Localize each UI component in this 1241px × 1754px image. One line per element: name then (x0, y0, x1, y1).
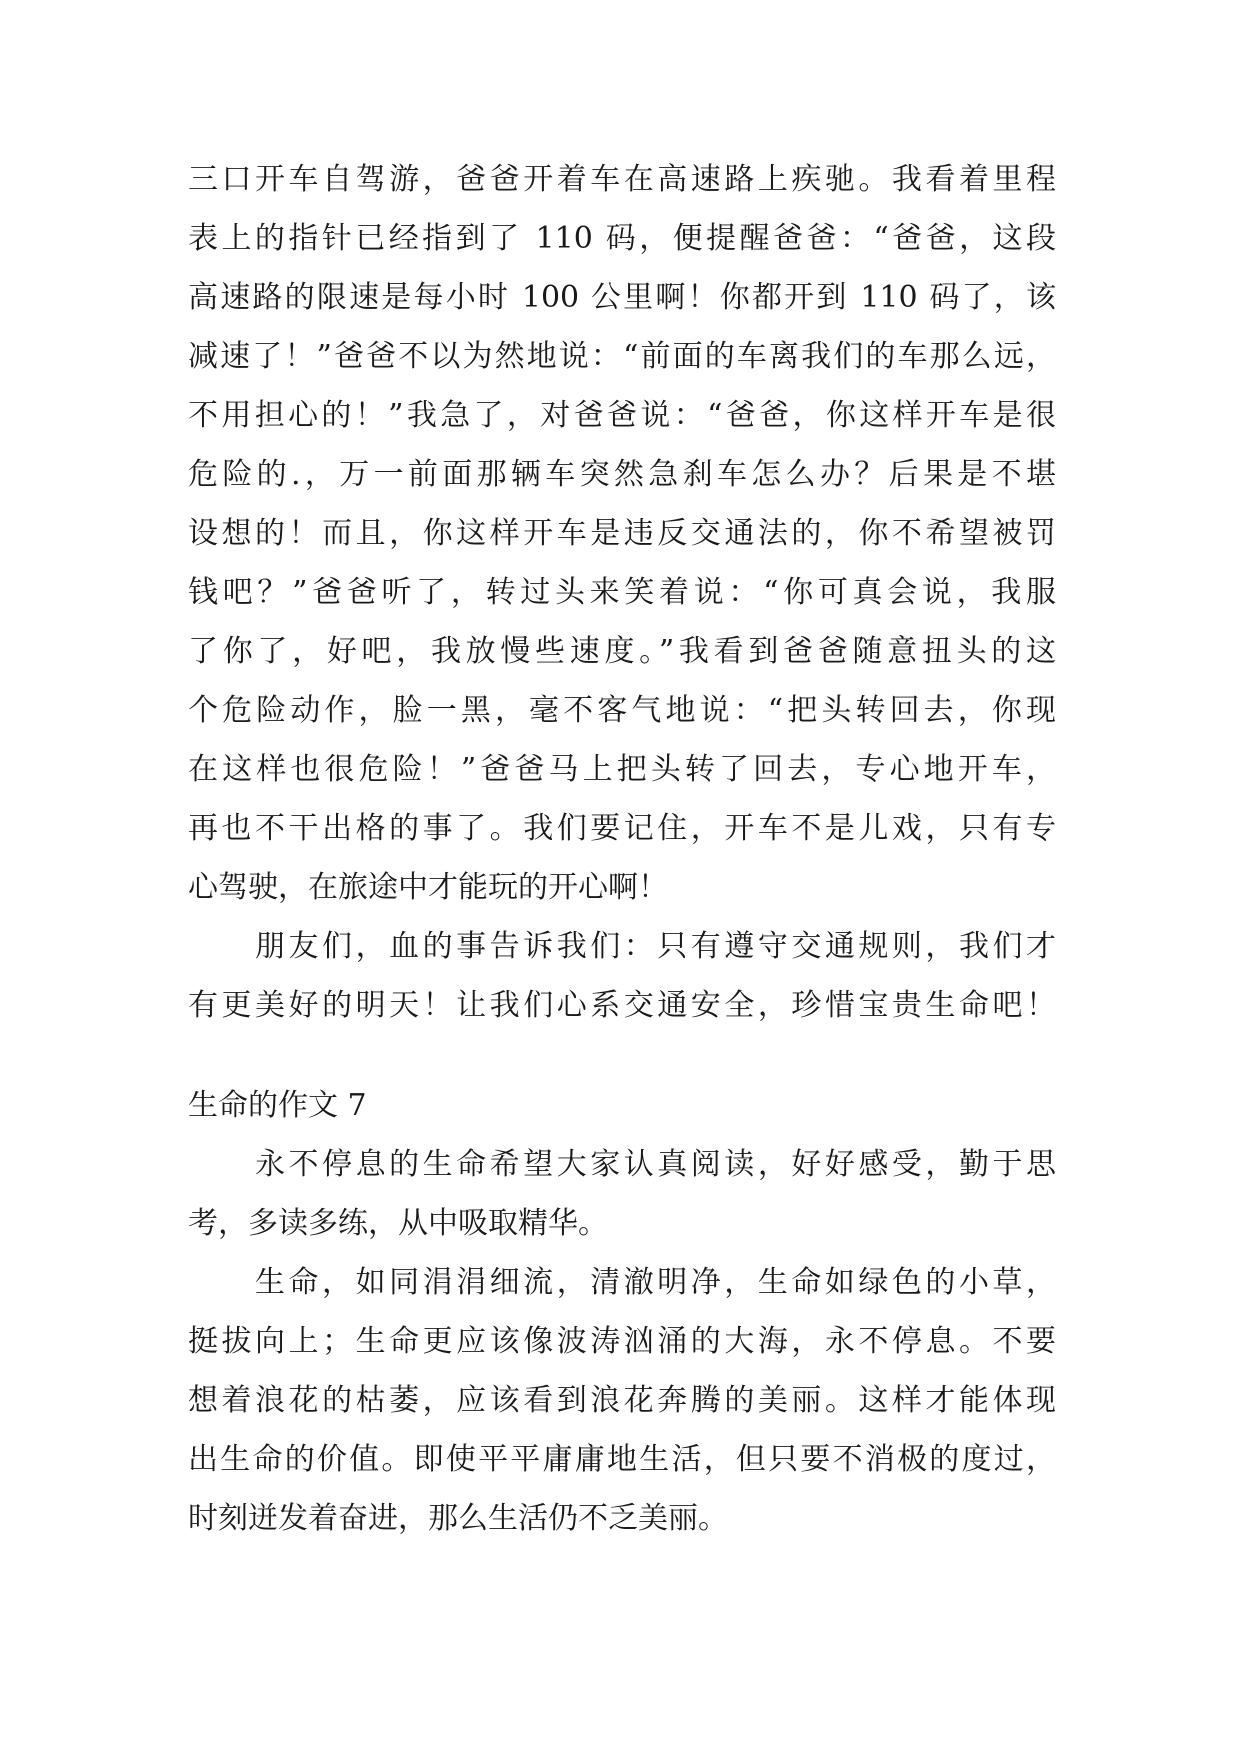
paragraph-3-line-2: 考，多读多练，从中吸取精华。 (188, 1206, 608, 1241)
paragraph-1-line-2: 表上的指针已经指到了 110 码，便提醒爸爸：“爸爸，这段 (188, 221, 1056, 256)
paragraph-1-line-1: 三口开车自驾游，爸爸开着车在高速路上疾驰。我看着里程 (188, 162, 1056, 197)
paragraph-1-line-13: 心驾驶，在旅途中才能玩的开心啊！ (188, 870, 668, 905)
paragraph-1-line-6: 危险的.，万一前面那辆车突然急刹车怎么办？后果是不堪 (188, 457, 1056, 492)
paragraph-4-line-1: 生命，如同涓涓细流，清澈明净，生命如绿色的小草， (255, 1265, 1056, 1300)
paragraph-4-line-5: 时刻迸发着奋进，那么生活仍不乏美丽。 (188, 1501, 728, 1536)
paragraph-1-line-5: 不用担心的！”我急了，对爸爸说：“爸爸，你这样开车是很 (188, 398, 1056, 433)
paragraph-1-line-10: 个危险动作，脸一黑，毫不客气地说：“把头转回去，你现 (188, 693, 1056, 728)
paragraph-1-line-4: 减速了！”爸爸不以为然地说：“前面的车离我们的车那么远， (188, 339, 1056, 374)
paragraph-1-line-8: 钱吧？”爸爸听了，转过头来笑着说：“你可真会说，我服 (188, 575, 1056, 610)
paragraph-1-line-11: 在这样也很危险！”爸爸马上把头转了回去，专心地开车， (188, 752, 1056, 787)
paragraph-1-line-7: 设想的！而且，你这样开车是违反交通法的，你不希望被罚 (188, 516, 1056, 551)
paragraph-4-line-3: 想着浪花的枯萎，应该看到浪花奔腾的美丽。这样才能体现 (188, 1383, 1056, 1418)
paragraph-2-line-1: 朋友们，血的事告诉我们：只有遵守交通规则，我们才 (255, 929, 1056, 964)
paragraph-1-line-3: 高速路的限速是每小时 100 公里啊！你都开到 110 码了，该 (188, 280, 1056, 315)
paragraph-3-line-1: 永不停息的生命希望大家认真阅读，好好感受，勤于思 (255, 1147, 1056, 1182)
paragraph-4-line-2: 挺拔向上；生命更应该像波涛汹涌的大海，永不停息。不要 (188, 1324, 1056, 1359)
paragraph-1-line-12: 再也不干出格的事了。我们要记住，开车不是儿戏，只有专 (188, 811, 1056, 846)
paragraph-4-line-4: 出生命的价值。即使平平庸庸地生活，但只要不消极的度过， (188, 1442, 1056, 1477)
paragraph-1-line-9: 了你了，好吧，我放慢些速度。”我看到爸爸随意扭头的这 (188, 634, 1056, 669)
paragraph-2-line-2: 有更美好的明天！让我们心系交通安全，珍惜宝贵生命吧！ (188, 988, 1056, 1023)
section-heading: 生命的作文 7 (188, 1088, 367, 1123)
